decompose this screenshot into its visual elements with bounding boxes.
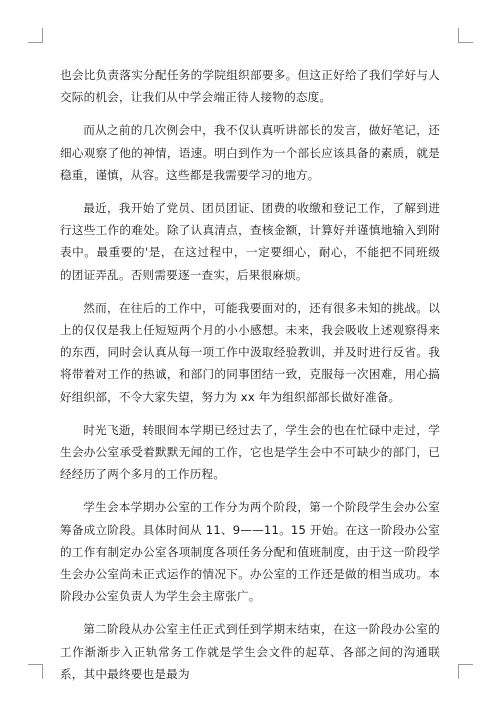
crop-mark-bottom-right — [458, 664, 473, 679]
paragraph-5: 时光飞逝，转眼间本学期已经过去了，学生会的也在忙碌中走过，学生会办公室承受着默默无闻的工作，它也是学生会中不可缺少的部门，已经经历了两个多月的工作历程。 — [60, 422, 440, 482]
crop-mark-top-right — [458, 28, 473, 43]
crop-mark-bottom-left — [28, 664, 43, 679]
paragraph-2: 而从之前的几次例会中，我不仅认真听讲部长的发言，做好笔记，还细心观察了他的神情，语速。明白到作为一个部长应该具备的素质，就是稳重，谨慎，从容。这些都是我需要学习的地方。 — [60, 123, 440, 182]
paragraph-3: 最近，我开始了党员、团员团证、团费的收缴和登记工作，了解到进行这些工作的难处。除了认真清点，查核金额，计算好并谨慎地输入到附表中。最重要的'是，在这过程中，一定要细心，耐心，不能把不同班级的团证弄乱。否则需要逐一查实，后果很麻烦。 — [60, 201, 440, 282]
paragraph-4: 然而，在往后的工作中，可能我要面对的，还有很多未知的挑战。以上的仅仅是我上任短短两个月的小小感想。未来，我会吸收上述观察得来的东西，同时会认真从每一项工作中汲取经验教训，并及时进行反省。我将带着对工作的热诚，和部门的同事团结一致，克服每一次困难，用心搞好组织部，不令大家失望，努力为 xx 年为组织部部长做好准备。 — [60, 300, 440, 404]
crop-mark-top-left — [28, 28, 43, 43]
document-body — [60, 64, 440, 696]
paragraph-1: 也会比负责落实分配任务的学院组织部要多。但这正好给了我们学好与人交际的机会，让我们从中学会端正待人接物的态度。 — [60, 68, 440, 105]
paragraph-6: 学生会本学期办公室的工作分为两个阶段，第一个阶段学生会办公室筹备成立阶段。具体时间从 11、9——11。15 开始。在这一阶段办公室的工作有制定办公室各项制度各项任务分配和值班制度，由于这一阶段学生会办公室尚未正式运作的情况下。办公室的工作还是做的相当成功。本阶段办公室负责人为学生会主席张广。 — [60, 500, 440, 604]
paragraph-7: 第二阶段从办公室主任正式到任到学期末结束，在这一阶段办公室的工作渐渐步入正轨常务工作就是学生会文件的起草、各部之间的沟通联系，其中最终要也是最为 — [60, 622, 440, 681]
